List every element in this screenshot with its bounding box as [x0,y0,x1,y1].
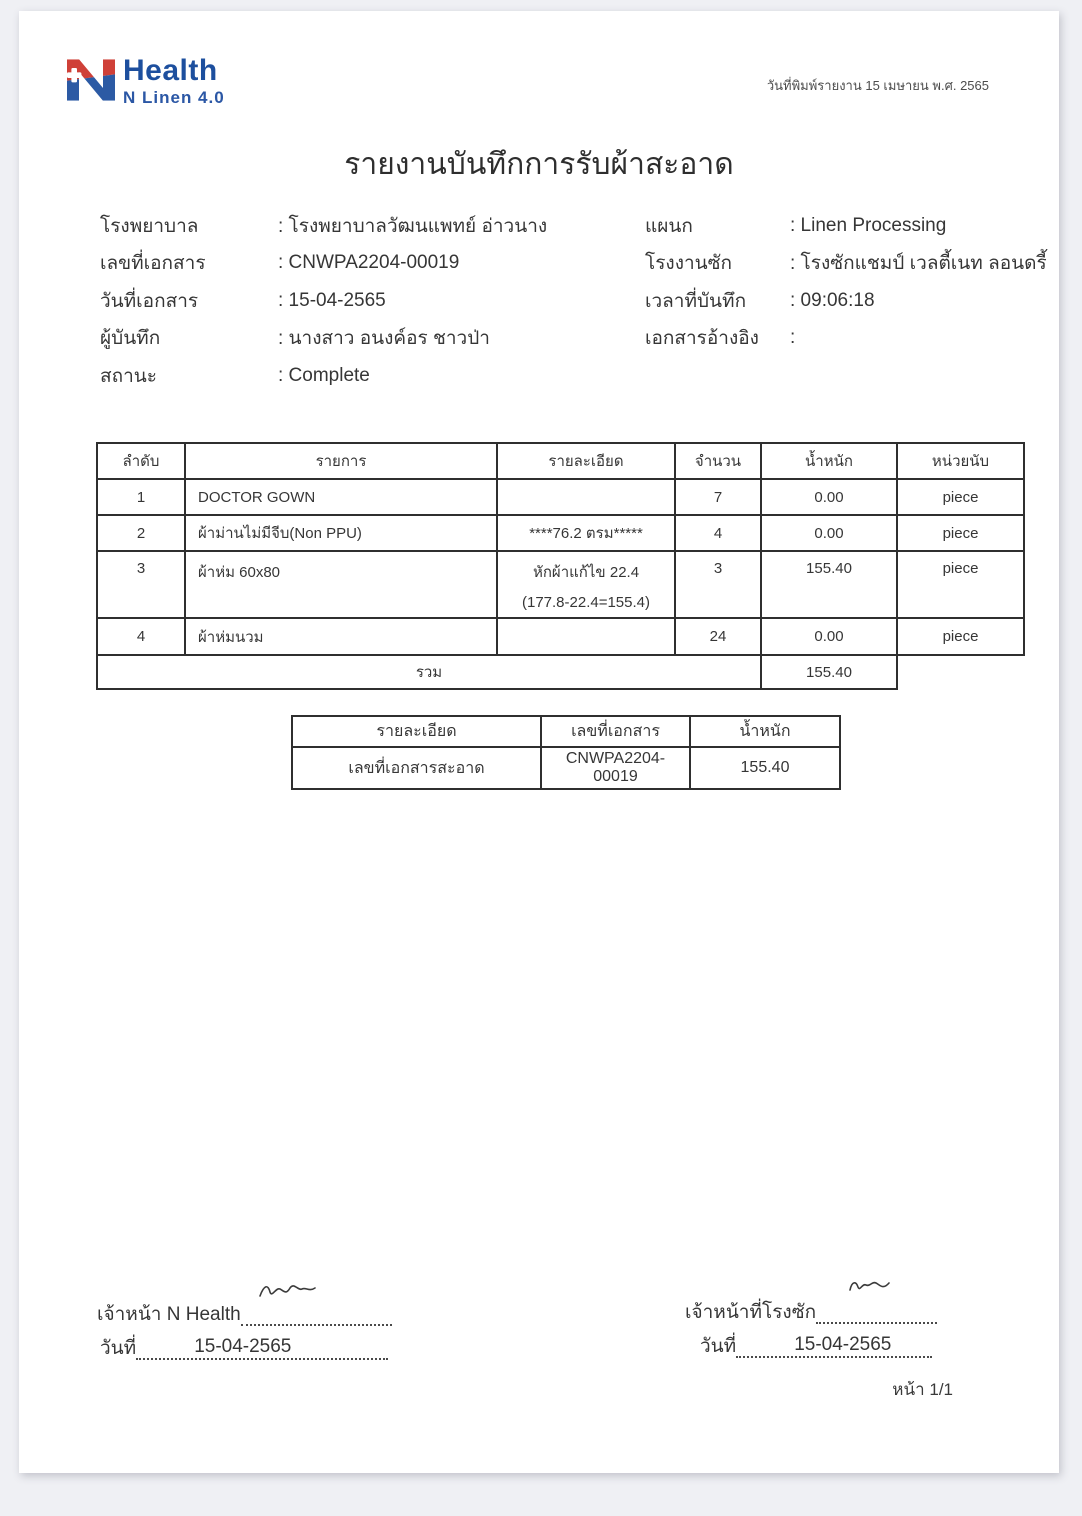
page-number: หน้า 1/1 [892,1380,953,1399]
status-value: : Complete [278,364,370,386]
signature-line-nhealth [97,1299,392,1329]
signature-scribble [847,1277,893,1297]
date-dotted-line [136,1333,388,1360]
cell-detail [497,551,675,618]
info-label: เอกสารอ้างอิง [645,328,759,350]
cell-item: ผ้าห่มนวม [185,618,497,655]
info-right-column [645,207,1047,357]
cell-detail [497,618,675,655]
logo-brand-text: Health [123,54,218,87]
cell-no: 3 [97,551,185,618]
col-header-qty: จำนวน [675,443,761,479]
signature-line-laundry [685,1297,937,1327]
page-title: รายงานบันทึกการรับผ้าสะอาด [344,148,734,181]
info-left-column [100,207,547,395]
n-health-logo [67,55,225,108]
col-header-unit: หน่วยนับ [897,443,1024,479]
info-row-recorder [100,320,547,358]
info-label: แผนก [645,215,693,237]
info-row-reference-doc [645,320,1047,358]
info-label: โรงงานซัก [645,253,733,275]
info-row-hospital [100,207,547,245]
info-row-document-no [100,245,547,283]
date-value: 15-04-2565 [194,1336,292,1357]
info-label: ผู้บันทึก [100,328,161,350]
summary-col-weight: น้ำหนัก [690,716,840,747]
col-header-weight: น้ำหนัก [761,443,897,479]
date-label: วันที่ [700,1336,737,1357]
detail-line-2: (177.8-22.4=155.4) [521,594,650,611]
cell-no: 4 [97,618,185,655]
cell-unit: piece [897,515,1024,551]
items-table [96,442,1025,690]
info-label: เวลาที่บันทึก [645,290,747,312]
summary-header-row [292,716,840,747]
cell-no: 1 [97,479,185,515]
info-value: : CNWPA2204-00019 [278,252,460,274]
col-header-detail: รายละเอียด [497,443,675,479]
cell-unit: piece [897,618,1024,655]
info-label: วันที่เอกสาร [100,290,199,312]
cell-weight: 0.00 [761,618,897,655]
date-value: 15-04-2565 [794,1334,892,1355]
date-label: วันที่ [100,1338,137,1359]
info-label: โรงพยาบาล [100,215,199,237]
table-row [97,551,1024,618]
cell-weight: 155.40 [761,551,897,618]
total-label: รวม [97,655,761,689]
info-row-department [645,207,1047,245]
summary-row [292,747,840,789]
summary-table [291,715,841,790]
cell-item: ผ้าห่ม 60x80 [185,551,497,618]
signature-label: เจ้าหน้า N Health [97,1304,241,1325]
total-row [97,655,1024,689]
summary-col-detail: รายละเอียด [292,716,541,747]
info-label: สถานะ [100,365,157,387]
detail-line-1: หักผ้าแก้ไข 22.4 [532,564,640,581]
info-label: เลขที่เอกสาร [100,253,206,275]
table-row [97,515,1024,551]
cell-weight: 0.00 [761,515,897,551]
info-row-record-time [645,282,1047,320]
cell-unit: piece [897,551,1024,618]
cell-weight: 0.00 [761,479,897,515]
cell-item: DOCTOR GOWN [185,479,497,515]
signature-label: เจ้าหน้าที่โรงซัก [685,1302,817,1323]
signature-scribble [257,1281,319,1301]
n-health-logo-icon [67,59,115,101]
report-page [19,11,1059,1473]
info-value: : 15-04-2565 [278,289,386,311]
signature-dotted-line [816,1297,937,1324]
date-line-nhealth [100,1333,388,1363]
cell-qty: 7 [675,479,761,515]
info-value: : โรงพยาบาลวัฒนแพทย์ อ่าวนาง [278,215,548,237]
cell-qty: 4 [675,515,761,551]
cell-detail: ****76.2 ตรม***** [497,515,675,551]
cell-qty: 3 [675,551,761,618]
print-date: วันที่พิมพ์รายงาน 15 เมษายน พ.ศ. 2565 [766,78,989,93]
info-row-document-date [100,282,547,320]
date-line-laundry [700,1331,932,1361]
info-value: : 09:06:18 [790,289,875,311]
col-header-item: รายการ [185,443,497,479]
summary-cell-weight: 155.40 [690,747,840,789]
summary-cell-document: CNWPA2204-00019 [541,747,690,789]
cell-detail [497,479,675,515]
table-row [97,618,1024,655]
info-value: : [790,327,796,349]
signature-dotted-line [241,1299,392,1326]
logo-product-text: N Linen 4.0 [123,88,225,107]
summary-cell-detail: เลขที่เอกสารสะอาด [292,747,541,789]
info-value: : Linen Processing [790,214,947,236]
summary-col-document: เลขที่เอกสาร [541,716,690,747]
cell-no: 2 [97,515,185,551]
cell-qty: 24 [675,618,761,655]
info-value: : โรงซักแชมป์ เวลตี้เนท ลอนดรี้ [790,253,1047,275]
total-row-empty-cell [897,655,1024,689]
info-row-status [100,357,547,395]
cell-unit: piece [897,479,1024,515]
total-weight: 155.40 [761,655,897,689]
cell-item: ผ้าม่านไม่มีจีบ(Non PPU) [185,515,497,551]
date-dotted-line [736,1331,932,1358]
info-value: : นางสาว อนงค์อร ชาวป่า [278,328,490,350]
col-header-no: ลำดับ [97,443,185,479]
table-row [97,479,1024,515]
info-row-laundry-plant [645,245,1047,283]
items-table-header-row [97,443,1024,479]
